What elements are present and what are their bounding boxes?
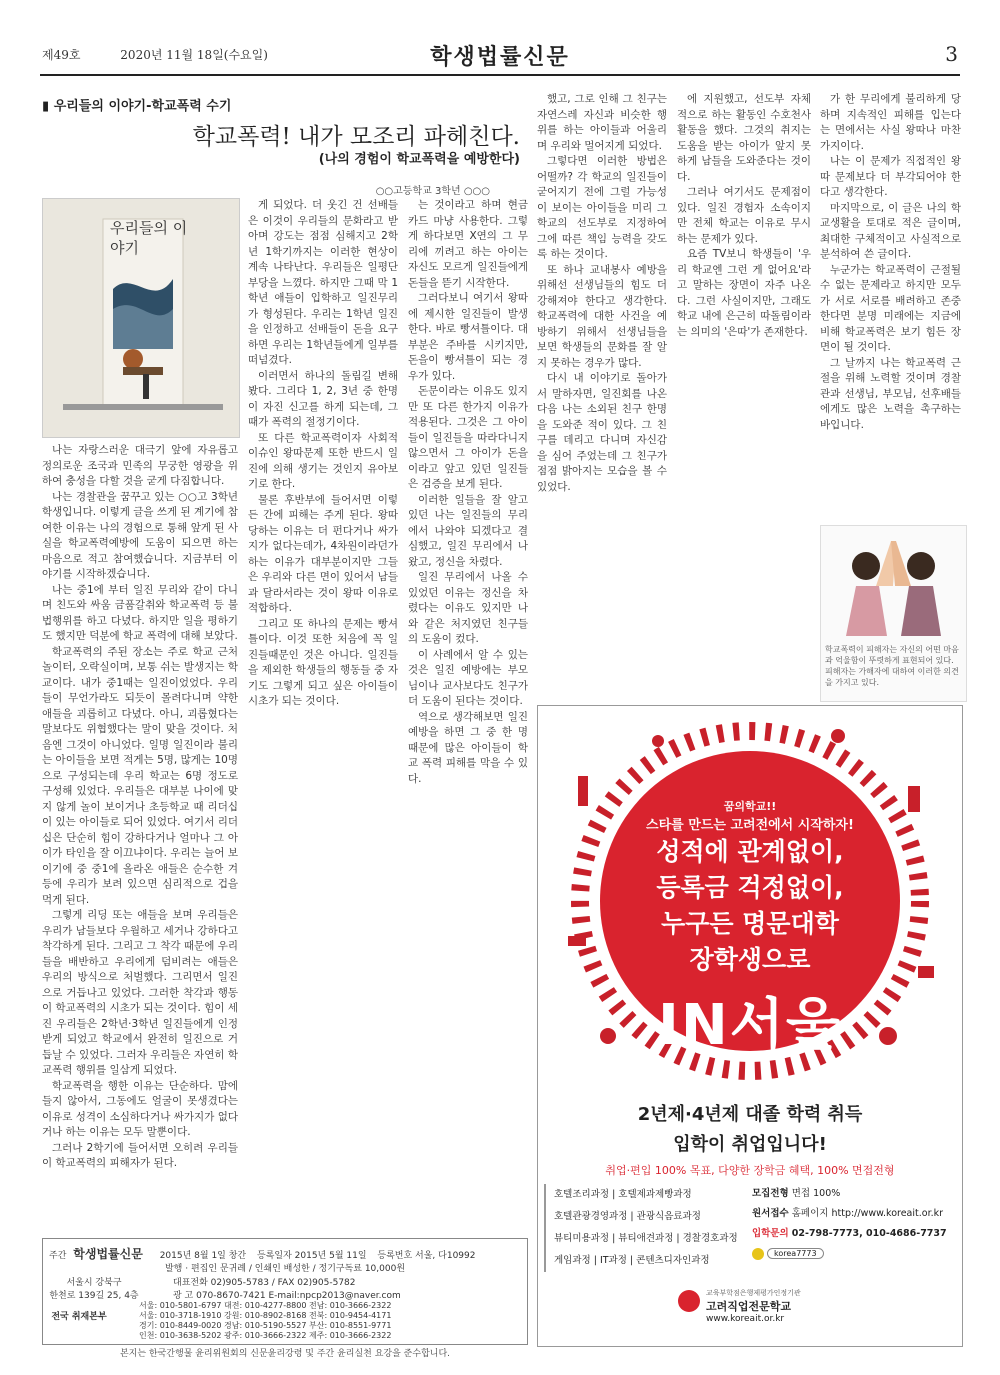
article-column-2: 게 되었다. 더 웃긴 건 선배들은 이것이 우리들의 문화라고 받아며 강도는 점점 심해지고 2학년 1학기까지는 이러한 현상이 계속 나타난다. 우리들은 일평단 부당을 느꼈다. 하지만 그때 막 1학년 애들이 입학하고 일진무리가 형성된다. 우리는 1학년 일진을 인정하고 선배들이 돈을 요구하면 우리는 1학년들에게 일부를 떠넘겼다. 이러면서 하나의 돌림길 변해봤다. 그리다 1, 2, 3년 중 한명이 자진 신고를 하게 되는데, 그 때가 폭력의 절정기이다. 또 다른 학교폭력이자 사회적 이슈인 왕따문제 또한 반드시 일진에 의해 생기는 것인지 유아보기로 한다. 물론 후반부에 들어서면 이렇든 간에 피해는 주게 된다. 왕따 당하는 이유는 더 펀다거나 싸가지가 없다는데가, 4차원이라던가 하는 이유가 대부분이지만 그들은 우리와 다른 면이 있어서 남들과 달라서라는 것이 왕따 이유로 적합하다. 그리고 또 하나의 문제는 빵셔틀이다. 이것 또한 처음에 꼭 일진들때문인 것은 아니다. 일진들을 제외한 학생들의 행동들 중 자기도 그렇게 되고 싶은 아이들이 시초가 되는 것이다. (248, 199, 398, 707)
ad-graphic (538, 706, 962, 1086)
bureau-list: 서울: 010-5801-6797 대전: 010-4277-8800 전남: 010-3666-2322 서울: 010-3718-1910 강원: 010-8902-8168 전북: 010-9454-4171 경기: 010-8449-0020 경남: 010-5190-5527 부산: 010-8551-9771 인천: 010-3638-5202 광주: 010-3666-2322 제주: 010-3666-2322 (139, 1301, 392, 1340)
page-number: 3 (945, 42, 958, 66)
article-column-4: 했고, 그로 인해 그 친구는 자연스레 자신과 비슷한 행위를 하는 아이들과 어울리며 우리와 멀어지게 되었다. 그렇다면 이러한 방법은 어떨까? 각 학교의 일진들이 굳어지기 전에 그럴 가능성이 보이는 아이들을 미리 그 학교의 선도부로 지정하여 그에 따른 책임 능력을 갖도록 하는 것이다. 또 하나 교내봉사 예방을 위해선 선생님들의 힘도 더 강해져야 한다고 생각한다. 학교폭력에 대한 사건을 예방하기 위해서 선생님들을 보면 학생들의 문화를 잘 알지 못하는 경우가 많다. 다시 내 이야기로 돌아가서 말하자면, 일진회를 나온 다음 나는 소외된 친구 한명을 도와준 적이 있다. 그 친구를 데리고 다니며 자신감을 심어 주었는데 그 친구가 점점 밝아지는 모습을 볼 수 있었다. (537, 93, 667, 493)
ethics-notice: 본지는 한국간행물 윤리위원회의 신문윤리강령 및 주간 윤리실천 요강을 준수합니다. (119, 1349, 451, 1359)
ad-info (752, 1184, 958, 1264)
registered-date: 등록일자 2015년 5월 11일 (257, 1251, 367, 1261)
ad-course: 게임과정 | IT과정 | 콘텐츠디자인과정 (554, 1255, 710, 1266)
ad-bottom (538, 1088, 962, 1178)
school-logo (678, 1288, 838, 1324)
ad-recruit-label: 모집전형 (752, 1188, 789, 1199)
ad-line-4: 장학생으로 (689, 945, 811, 974)
school-logo-icon (678, 1290, 700, 1312)
ad-line-2: 등록금 걱정없이, (656, 873, 844, 902)
ad-apply-url[interactable]: 홈페이지 http://www.koreait.or.kr (791, 1208, 944, 1219)
issue-date: 2020년 11월 18일(수요일) (120, 48, 268, 62)
ad-big-text: IN서울 (658, 993, 842, 1058)
article-column-5: 에 지원했고, 선도부 자체적으로 하는 활동인 수호천사 활동을 했다. 그것의 취지는 도움을 받는 아이가 앞지 못하게 남들을 도와준다는 것이다. 그러나 여기서도 문제점이 있다. 일진 경험자 소속이지만 전체 학교는 이유로 무시하는 문제가 있다. 요즘 TV보니 학생들이 '우리 학교엔 그런 게 없어요'라고 말하는 장면이 자주 나온다. 그런 사실이지만, 그래도 학교 내에 은근히 따돌림이라는 의미의 '은따'가 존재한다. (677, 93, 811, 338)
article-byline: ○○고등학교 3학년 ○○○ (375, 186, 490, 197)
ad-recruit: 면접 100% (791, 1188, 841, 1199)
contact-info (173, 1277, 401, 1303)
masthead-box (42, 1238, 528, 1345)
issue-number: 제49호 (42, 48, 81, 62)
article-column-1: 나는 자랑스러운 대극기 앞에 자유롭고 정의로운 조국과 민족의 무궁한 영광을 위하여 충성을 다할 것을 굳게 다짐합니다. 나는 경찰관을 꿈꾸고 있는 ○○고 3학년 학생입니다. 이렇게 글을 쓰게 된 계기에 참여한 이유는 나의 경험으로 통해 앞게 된 사실을 학교폭력예방에 도움이 되으면 하는 마음으로 적고 참여했습니다. 지금부터 이야기를 시작하겠습니다. 나는 중1에 부터 일진 무리와 같이 다니며 친도와 싸움 금품갈취와 학교폭력 등 불법행위를 하고 다녔다. 하지만 일을 평하기도 했지만 덕분에 학교 폭력에 대해 보았다. 학교폭력의 주된 장소는 주로 학교 근처 놀이터, 오락실이며, 보통 쉬는 발생지는 학교이다. 내가 중1때는 일진이었었다. 우리들이 무언가라도 되듯이 몰려다니며 약한 애들을 괴롭히고 다녔다. 아니, 괴롭혔다는 말보다도 위협했다는 말이 맞을 것이다. 처음엔 그것이 아니었다. 일명 일진이라 불리는 아이들을 보면 적게는 5명, 많게는 10명으로 구성되는데 우리 학교는 6명 정도로 구성해 있었다. 우리들은 대부분 나이에 맞지 않게 놀이 보이거나 초등학교 때 리더십이 있는 아이들로 되어 있었다. 여기서 리더십은 단순히 힘이 강하다거나 얼마나 그 아이가 타인을 잘 이끄냐이다. 우리는 늘어 보이기에 중 중1에 올라온 애들은 순수한 겨등에 우리가 보려 있으면 심리적으로 겁을 먹게 된다. 그렇게 리딩 또는 애들을 보며 우리들은 우리가 남들보다 우월하고 세거나 강하다고 착각하게 된다. 그리고 그 착각 때문에 우리들을 배반하고 우리에게 덤비려는 애들은 우리의 방식으로 처벌했다. 그리면서 일진으로 거듭나고 있었다. 그러한 착각과 행동이 학교폭력의 시초가 되는 것이다. 힘이 세진 우리들은 2학년·3학년 일진들에게 인정받게 되었고 학교에서 완전히 일진으로 거듭날 수 있었다. 그러자 우리들은 자연히 학교폭력 행위를 일삼게 되었다. 학교폭력을 행한 이유는 단순하다. 맘에 들지 않아서, 그동에도 얼굴이 못생겼다는 이유로 성격이 소심하다거나 싸가지가 없다거나 하는 이유는 모두 말뿐이다. 그러나 2학기에 들어서면 오히려 우리들이 학교폭력의 피해자가 된다. (42, 444, 238, 1169)
registration-number: 등록번호 서울, 다10992 (377, 1251, 476, 1261)
ad-course-list (544, 1184, 754, 1272)
kakao-id: korea7773 (767, 1248, 824, 1259)
staff-line: 발행 · 편집인 문귀례 / 인쇄인 배성한 / 정기구독료 10,000원 (164, 1264, 406, 1274)
ad-course: 뷰티미용과정 | 뷰티애견과정 | 경찰경호과정 (554, 1233, 738, 1244)
ad-line-3: 누구든 명문대학 (661, 909, 839, 938)
student-drawing-image (820, 525, 967, 702)
ad-bottom-line-1: 2년제·4년제 대졸 학력 취득 (637, 1104, 863, 1125)
ad-bottom-sub: 취업·편입 100% 목표, 다양한 장학금 혜택, 100% 면접전형 (605, 1164, 895, 1177)
ad-bottom-line-2: 입학이 취업입니다! (673, 1134, 827, 1155)
school-name: 고려직업전문학교 (706, 1300, 792, 1313)
weekly-label: 주간 (49, 1251, 67, 1261)
ad-contact-email: 광 고 070-8670-7421 E-mail:npcp2013@naver.com (173, 1291, 401, 1301)
ad-course: 호텔관광경영과정 | 관광식음료과정 (554, 1211, 701, 1222)
kakao-icon (752, 1248, 764, 1260)
series-marker-icon: ▮ (42, 99, 50, 114)
ad-course: 호텔조리과정 | 호텔제과제빵과정 (554, 1189, 692, 1200)
ad-tagline-2: 스타를 만드는 고려전에서 시작하자! (646, 818, 854, 833)
ad-line-1: 성적에 관계없이, (656, 837, 844, 866)
series-label: ▮ 우리들의 이야기-학교폭력 수기 (42, 99, 232, 114)
ad-apply-label: 원서접수 (752, 1208, 789, 1219)
ad-contact-label: 입학문의 (752, 1228, 789, 1239)
bureau-label: 전국 취재본부 (51, 1312, 107, 1322)
drawing-caption: 학교폭력이 피해자는 자신의 어떤 마음과 억울함이 뚜렷하게 표현되어 있다. 피해자는 가해자에 대하여 이러한 의견을 가지고 있다. (825, 645, 959, 687)
paper-name: 학생법률신문 (430, 45, 570, 70)
article-headline: 학교폭력! 내가 모조리 파헤친다. (192, 124, 520, 150)
high-five-illustration (821, 526, 966, 636)
ad-contact: 02-798-7773, 010-4686-7737 (791, 1228, 947, 1239)
article-subheadline: (나의 경험이 학교폭력을 예방한다) (318, 152, 520, 167)
advertisement[interactable] (537, 705, 963, 1347)
phone-fax: 대표전화 02)905-5783 / FAX 02)905-5782 (173, 1278, 356, 1288)
masthead-paper-name: 학생법률신문 (73, 1247, 143, 1261)
school-org: 교육부학점은행제평가인정기관 (706, 1289, 801, 1297)
article-column-6: 가 한 무리에게 불리하게 당하며 지속적인 피해를 입는다는 면에서는 사실 왕따나 마찬가지이다. 나는 이 문제가 직접적인 왕따 문제보다 더 부각되어야 한다고 생각한다. 마지막으로, 이 글은 나의 학교생활을 토대로 적은 글이며, 최대한 구체적이고 사실적으로 분석하여 쓴 글이다. 누군가는 학교폭력이 근절될 수 없는 문제라고 하지만 모두가 서로 서로를 배려하고 존중한다면 분명 미래에는 지금에 비해 학교폭력은 보기 힘든 장면이 될 것이다. 그 날까지 나는 학교폭력 근절을 위해 노력할 것이며 경찰관과 선생님, 부모님, 선후배들에게도 많은 노력을 촉구하는 바입니다. (820, 93, 961, 431)
school-url[interactable]: www.koreait.or.kr (706, 1314, 785, 1324)
address: 서울시 강북구 한천로 139길 25, 4층 (49, 1278, 139, 1301)
header-rule (40, 74, 960, 76)
article-column-3: 는 것이라고 하며 현금카드 마냥 사용한다. 그렇게 하다보면 X연의 그 무리에 끼려고 하는 아이는 자신도 모르게 일진들에게 돈들을 뜯기 시작한다. 그러다보니 여기서 왕따에 제시한 일진들이 발생한다. 바로 빵셔틀이다. 대부분은 주바를 시키지만, 돈을이 빵셔틀이 되는 경우가 있다. 돈문이라는 이유도 있지만 또 다른 한가지 이유가 적용된다. 그것은 그 아이들이 일진들을 따라다니지 않으면서 그 아이가 돈을이라고 앞고 있던 일진들은 검증을 보게 된다. 이러한 일들을 잘 알고 있던 나는 일진들의 무리에서 나와야 되겠다고 결심했고, 일진 무리에서 나왔고, 정신을 차렸다. 일진 무리에서 나올 수 있었던 이유는 정신을 차렸다는 이유도 있지만 나와 같은 처지였던 친구들의 도움이 컸다. 이 사례에서 알 수 있는 것은 일진 예방에는 부모님이나 교사보다도 친구가 더 도움이 된다는 것이다. 역으로 생각해보면 일진 예방을 하면 그 중 한 명 때문에 많은 아이들이 학교 폭력 피해를 막을 수 있다. (408, 199, 528, 785)
founded-date: 2015년 8월 1일 창간 (159, 1251, 247, 1261)
ad-tagline-1: 꿈의학교!! (723, 800, 777, 813)
ad-main-copy (538, 834, 962, 978)
book-cover-title: 우리들의 이야기 (110, 219, 188, 257)
